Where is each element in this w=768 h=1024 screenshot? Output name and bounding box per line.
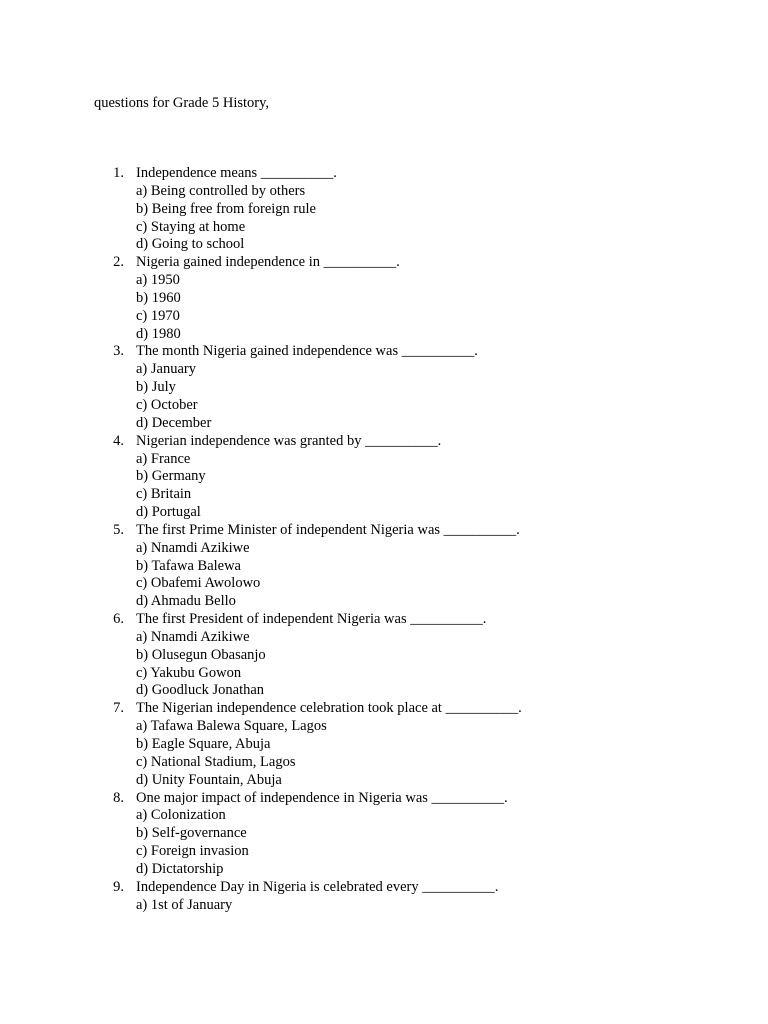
answer-option-text: d) 1980: [136, 325, 181, 342]
answer-option-text: d) Ahmadu Bello: [136, 593, 236, 610]
answer-option-text: a) France: [136, 450, 191, 467]
answer-option: [0, 718, 768, 736]
answer-option: [0, 504, 768, 522]
answer-option-text: a) Nnamdi Azikiwe: [136, 628, 250, 645]
answer-option-text: a) Tafawa Balewa Square, Lagos: [136, 718, 327, 735]
answer-option-text: c) Britain: [136, 486, 192, 503]
question-item: [0, 879, 768, 897]
answer-option: [0, 201, 768, 219]
answer-option: [0, 236, 768, 254]
question-text: Nigerian independence was granted by __________.: [136, 432, 442, 449]
answer-option-text: c) 1970: [136, 307, 180, 324]
answer-option-text: d) December: [136, 414, 212, 431]
answer-option: [0, 290, 768, 308]
answer-option: [0, 807, 768, 825]
answer-option-text: b) Self-governance: [136, 825, 247, 842]
answer-option-text: d) Goodluck Jonathan: [136, 682, 265, 699]
answer-option: [0, 575, 768, 593]
question-text: Nigeria gained independence in __________.: [136, 254, 400, 271]
answer-option: [0, 861, 768, 879]
answer-option-text: a) 1950: [136, 272, 180, 289]
question-text: One major impact of independence in Nigeria was __________.: [136, 789, 508, 806]
answer-option: [0, 843, 768, 861]
answer-option-text: b) Being free from foreign rule: [136, 200, 316, 217]
question-number: 4.: [113, 432, 124, 449]
answer-option: [0, 468, 768, 486]
question-number: 8.: [113, 789, 124, 806]
answer-option-text: d) Portugal: [136, 504, 201, 521]
answer-option-text: b) Tafawa Balewa: [136, 557, 241, 574]
answer-option: [0, 558, 768, 576]
question-text: The month Nigeria gained independence was __________.: [136, 343, 478, 360]
answer-option: [0, 183, 768, 201]
question-number: 2.: [113, 254, 124, 271]
question-item: [0, 700, 768, 718]
question-number: 6.: [113, 611, 124, 628]
answer-option: [0, 682, 768, 700]
answer-option: [0, 361, 768, 379]
question-item: [0, 433, 768, 451]
answer-option-text: b) Olusegun Obasanjo: [136, 646, 266, 663]
answer-option: [0, 593, 768, 611]
answer-option-text: c) October: [136, 396, 198, 413]
answer-option: [0, 665, 768, 683]
question-text: The first Prime Minister of independent Nigeria was __________.: [136, 521, 520, 538]
question-list: [0, 165, 768, 914]
question-number: 1.: [113, 165, 124, 181]
answer-option-text: a) Being controlled by others: [136, 182, 306, 199]
question-item: [0, 343, 768, 361]
answer-option: [0, 736, 768, 754]
answer-option: [0, 272, 768, 290]
question-text: Independence means __________.: [136, 165, 337, 181]
answer-option: [0, 897, 768, 915]
answer-option-text: a) Nnamdi Azikiwe: [136, 539, 250, 556]
question-item: [0, 790, 768, 808]
question-text: The Nigerian independence celebration took place at __________.: [136, 700, 522, 717]
answer-option: [0, 451, 768, 469]
answer-option-text: c) Foreign invasion: [136, 843, 249, 860]
answer-option-text: c) Obafemi Awolowo: [136, 575, 261, 592]
question-number: 9.: [113, 878, 124, 895]
answer-option-text: d) Unity Fountain, Abuja: [136, 771, 282, 788]
answer-option: [0, 647, 768, 665]
answer-option-text: b) Germany: [136, 468, 206, 485]
question-item: [0, 611, 768, 629]
answer-option: [0, 326, 768, 344]
answer-option-text: c) Staying at home: [136, 218, 246, 235]
answer-option: [0, 379, 768, 397]
question-number: 7.: [113, 700, 124, 717]
answer-option: [0, 629, 768, 647]
answer-option: [0, 772, 768, 790]
answer-option-text: b) Eagle Square, Abuja: [136, 736, 271, 752]
answer-option-text: a) January: [136, 361, 196, 378]
question-number: 5.: [113, 521, 124, 538]
answer-option-text: a) Colonization: [136, 807, 226, 824]
answer-option-text: c) National Stadium, Lagos: [136, 753, 296, 770]
answer-option-text: b) 1960: [136, 289, 181, 306]
question-text: The first President of independent Nigeria was __________.: [136, 611, 487, 628]
answer-option-text: a) 1st of January: [136, 896, 233, 913]
answer-option: [0, 397, 768, 415]
question-item: [0, 522, 768, 540]
answer-option-text: d) Dictatorship: [136, 860, 224, 877]
answer-option: [0, 308, 768, 326]
answer-option: [0, 825, 768, 843]
document-heading: questions for Grade 5 History,: [94, 95, 270, 111]
answer-option-text: d) Going to school: [136, 236, 245, 253]
question-item: [0, 254, 768, 272]
answer-option: [0, 486, 768, 504]
answer-option-text: b) July: [136, 379, 176, 396]
question-item: [0, 165, 768, 183]
answer-option: [0, 540, 768, 558]
answer-option: [0, 219, 768, 237]
answer-option-text: c) Yakubu Gowon: [136, 664, 242, 681]
answer-option: [0, 754, 768, 772]
question-number: 3.: [113, 343, 124, 360]
answer-option: [0, 415, 768, 433]
question-text: Independence Day in Nigeria is celebrated every __________.: [136, 878, 499, 895]
